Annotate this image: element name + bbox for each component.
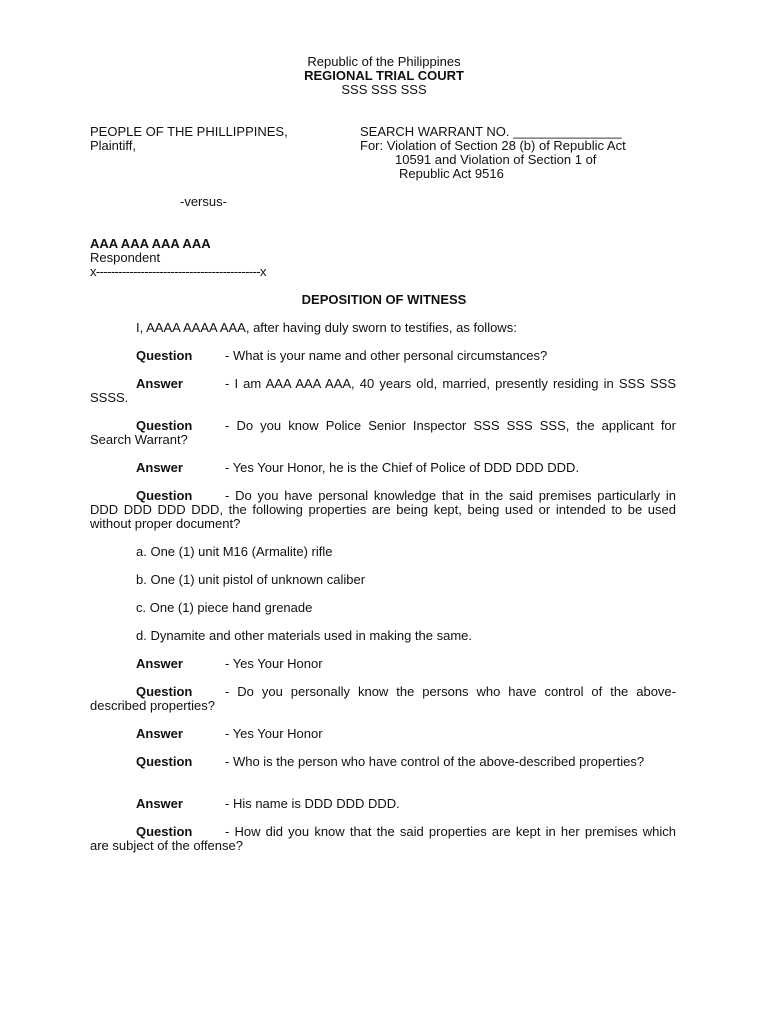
plaintiff-role: Plaintiff, <box>90 138 137 153</box>
court-location: SSS SSS SSS <box>341 82 427 97</box>
qa-label: Answer <box>136 460 183 475</box>
qa-text: - I am AAA AAA AAA, 40 years old, married, presently residing in SSS SSS SSSS. <box>90 376 676 405</box>
qa-entry <box>90 657 676 671</box>
qa-entry <box>90 419 676 447</box>
qa-entry <box>90 489 676 531</box>
qa-text: - What is your name and other personal circumstances? <box>225 348 548 363</box>
qa-text: - Yes Your Honor <box>225 656 323 671</box>
respondent-name: AAA AAA AAA AAA <box>90 236 211 251</box>
qa-label: Question <box>136 824 193 839</box>
qa-label: Answer <box>136 656 183 671</box>
qa-entry <box>90 825 676 853</box>
qa-label: Question <box>136 348 193 363</box>
qa-text: - Do you have personal knowledge that in the said premises particularly in DDD DDD DDD DDD, the following properties are being kept, being used or intended to be used without proper document? <box>90 488 676 531</box>
violation-line-1: For: Violation of Section 28 (b) of Republic Act <box>360 138 626 153</box>
property-item: a. One (1) unit M16 (Armalite) rifle <box>136 544 333 559</box>
qa-entry <box>90 685 676 713</box>
qa-text: - How did you know that the said properties are kept in her premises which are subject of the offense? <box>90 824 676 853</box>
caption-separator: x--------------------------------------------x <box>90 264 266 279</box>
search-warrant-number: SEARCH WARRANT NO. _______________ <box>360 124 622 139</box>
qa-label: Answer <box>136 726 183 741</box>
court-name: REGIONAL TRIAL COURT <box>304 68 464 83</box>
qa-entry <box>90 755 676 769</box>
qa-label: Answer <box>136 376 183 391</box>
qa-text: - Do you personally know the persons who have control of the above-described properties? <box>90 684 676 713</box>
qa-entry <box>90 377 676 405</box>
deposition-title: DEPOSITION OF WITNESS <box>301 292 467 307</box>
qa-entry <box>90 727 676 741</box>
versus-label: -versus- <box>180 194 227 209</box>
qa-label: Question <box>136 754 193 769</box>
qa-text: - Who is the person who have control of the above-described properties? <box>225 754 645 769</box>
property-item: c. One (1) piece hand grenade <box>136 600 313 615</box>
respondent-role: Respondent <box>90 250 161 265</box>
qa-entry <box>90 797 676 811</box>
qa-label: Question <box>136 488 193 503</box>
violation-line-3: Republic Act 9516 <box>399 166 504 181</box>
qa-label: Answer <box>136 796 183 811</box>
violation-line-2: 10591 and Violation of Section 1 of <box>395 152 597 167</box>
property-item: d. Dynamite and other materials used in making the same. <box>136 628 473 643</box>
qa-text: - Yes Your Honor, he is the Chief of Police of DDD DDD DDD. <box>225 460 580 475</box>
republic-line: Republic of the Philippines <box>307 54 461 69</box>
qa-text: - His name is DDD DDD DDD. <box>225 796 400 811</box>
plaintiff-name: PEOPLE OF THE PHILLIPPINES, <box>90 124 288 139</box>
qa-text: - Yes Your Honor <box>225 726 323 741</box>
qa-label: Question <box>136 684 193 699</box>
property-item: b. One (1) unit pistol of unknown caliber <box>136 572 366 587</box>
intro-paragraph: I, AAAA AAAA AAA, after having duly sworn to testifies, as follows: <box>136 320 517 335</box>
qa-entry <box>90 349 676 363</box>
qa-label: Question <box>136 418 193 433</box>
qa-entry <box>90 461 676 475</box>
qa-text: - Do you know Police Senior Inspector SSS SSS SSS, the applicant for Search Warrant? <box>90 418 676 447</box>
